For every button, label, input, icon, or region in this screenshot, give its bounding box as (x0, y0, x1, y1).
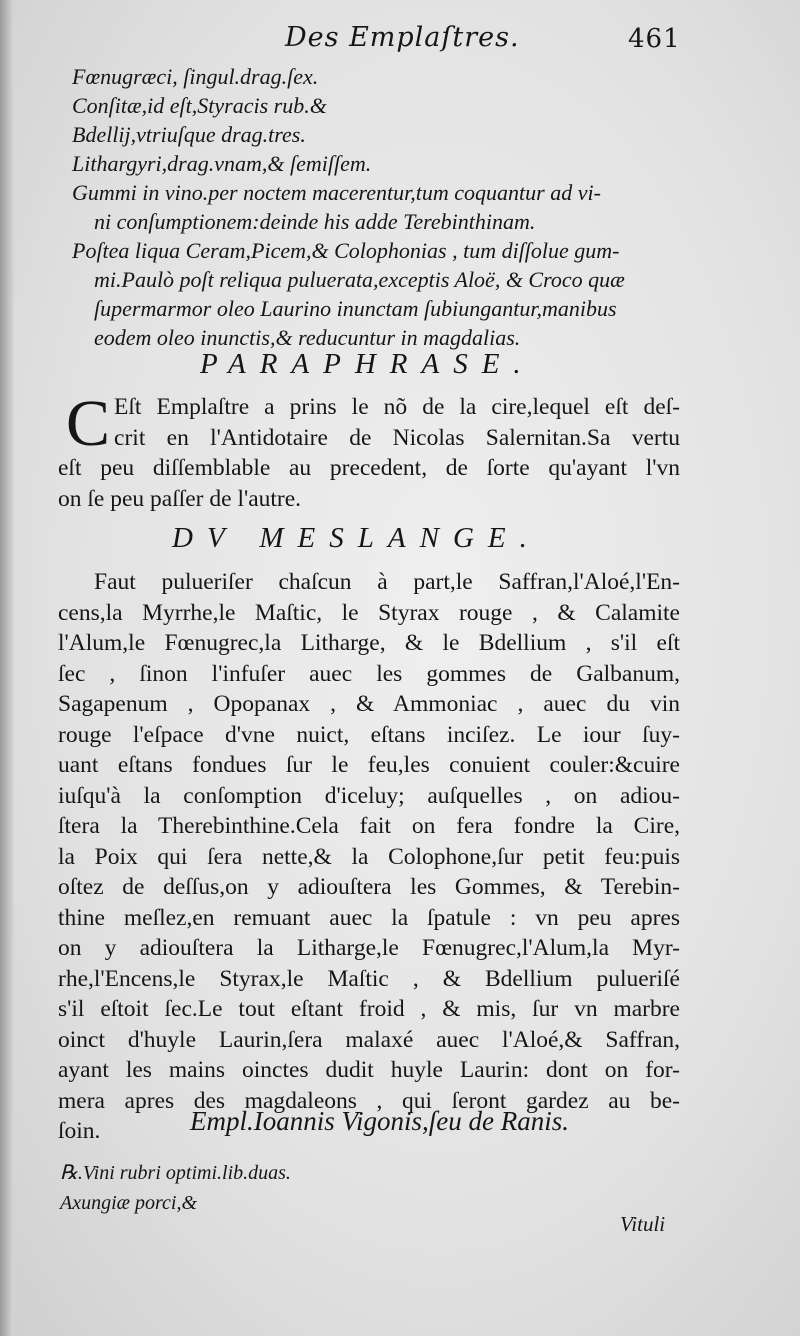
meslange-paragraph (58, 567, 680, 1147)
paragraph-line: on y adiouſtera la Litharge,le Fœnugrec,l'Alum,la Myr- (58, 935, 680, 961)
paragraph-line: rhe,l'Encens,le Styrax,le Maſtic , & Bdellium pulueriſé (58, 965, 680, 992)
recipe-line: Fœnugræci, ſingul.drag.ſex. (72, 64, 319, 89)
paragraph-line: eſt peu diſſemblable au precedent, de ſorte qu'ayant l'vn (58, 455, 680, 481)
recipe-line: Poſtea liqua Ceram,Picem,& Colophonias , tum diſſolue gum- (72, 238, 620, 263)
formula-block (60, 1158, 291, 1218)
recipe-line: mi.Paulò poſt reliqua puluerata,exceptis Aloë, & Croco quæ (94, 267, 625, 292)
catchword: Vituli (620, 1212, 666, 1236)
recipe-line: ſupermarmor oleo Laurino inunctam ſubiungantur,manibus (94, 296, 617, 321)
recipe-line: Gummi in vino.per noctem macerentur,tum coquantur ad vi- (72, 180, 601, 205)
page-gutter-shadow (0, 0, 14, 1336)
paragraph-line: ayant les mains oinctes dudit huyle Laurin: dont on for- (58, 1057, 680, 1083)
recipe-line: ni conſumptionem:deinde his adde Terebinthinam. (94, 209, 536, 234)
paragraph-line: ſoin. (58, 1118, 101, 1144)
recipe-line: eodem oleo inunctis,& reducuntur in magdalias. (94, 325, 521, 350)
recipe-line: Lithargyri,drag.vnam,& ſemiſſem. (72, 151, 372, 176)
paragraph-line: Faut pulueriſer chaſcun à part,le Saffran,l'Aloé,l'En- (94, 569, 680, 595)
meslange-heading: DV MESLANGE. (172, 522, 541, 554)
paragraph-line: l'Alum,le Fœnugrec,la Litharge, & le Bdellium , s'il eſt (58, 630, 680, 656)
drop-capital: C (66, 387, 111, 460)
recipe-line: Conſitæ,id eſt,Styracis rub.& (72, 93, 327, 118)
formula-line: Axungiæ porci,& (60, 1192, 198, 1214)
paragraph-line: s'il eſtoit ſec.Le tout eſtant froid , & mis, ſur vn marbre (58, 996, 680, 1022)
paragraph-line: ſtera la Therebinthine.Cela fait on fera fondre la Cire, (58, 813, 680, 839)
paragraph-line: Eſt Emplaſtre a prins le nõ de la cire,lequel eſt deſ- (114, 394, 680, 420)
paragraph-line: oinct d'huyle Laurin,ſera malaxé auec l'Aloé,& Saffran, (58, 1026, 680, 1053)
paragraph-line: thine meſlez,en remuant auec la ſpatule : vn peu apres (58, 904, 680, 931)
page-number: 461 (628, 24, 681, 54)
paragraph-line: oſtez de deſſus,on y adiouſtera les Gommes, & Terebin- (58, 874, 680, 900)
paragraph-line: Sagapenum , Opopanax , & Ammoniac , auec du vin (58, 691, 680, 717)
recipe-block (72, 62, 692, 352)
paragraph-line: cens,la Myrrhe,le Maſtic, le Styrax rouge , & Calamite (58, 599, 680, 626)
paragraph-line: iuſqu'à la conſomption d'iceluy; auſquelles , on adiou- (58, 782, 680, 809)
paragraph-line: mera apres des magdaleons , qui ſeront gardez au be- (58, 1087, 680, 1114)
recipe-subtitle: Empl.Ioannis Vigonis,ſeu de Ranis. (190, 1106, 569, 1136)
paragraph-line: crit en l'Antidotaire de Nicolas Salernitan.Sa vertu (114, 424, 680, 451)
paraphrase-heading: PARAPHRASE. (200, 348, 535, 380)
running-head: Des Emplaſtres. (285, 22, 520, 53)
formula-line: ℞.Vini rubri optimi.lib.duas. (60, 1162, 291, 1184)
paragraph-line: la Poix qui ſera nette,& la Colophone,ſur petit feu:puis (58, 843, 680, 870)
paragraph-line: ſec , ſinon l'infuſer auec les gommes de Galbanum, (58, 660, 680, 687)
paragraph-line: on ſe peu paſſer de l'autre. (58, 485, 302, 512)
paraphrase-paragraph (58, 387, 680, 514)
recipe-line: Bdellij,vtriuſque drag.tres. (72, 122, 306, 147)
paragraph-line: rouge l'eſpace d'vne nuict, eſtans inciſez. Le iour ſuy- (58, 721, 680, 748)
paragraph-line: uant eſtans fondues ſur le feu,les conuient couler:&cuire (58, 752, 680, 778)
